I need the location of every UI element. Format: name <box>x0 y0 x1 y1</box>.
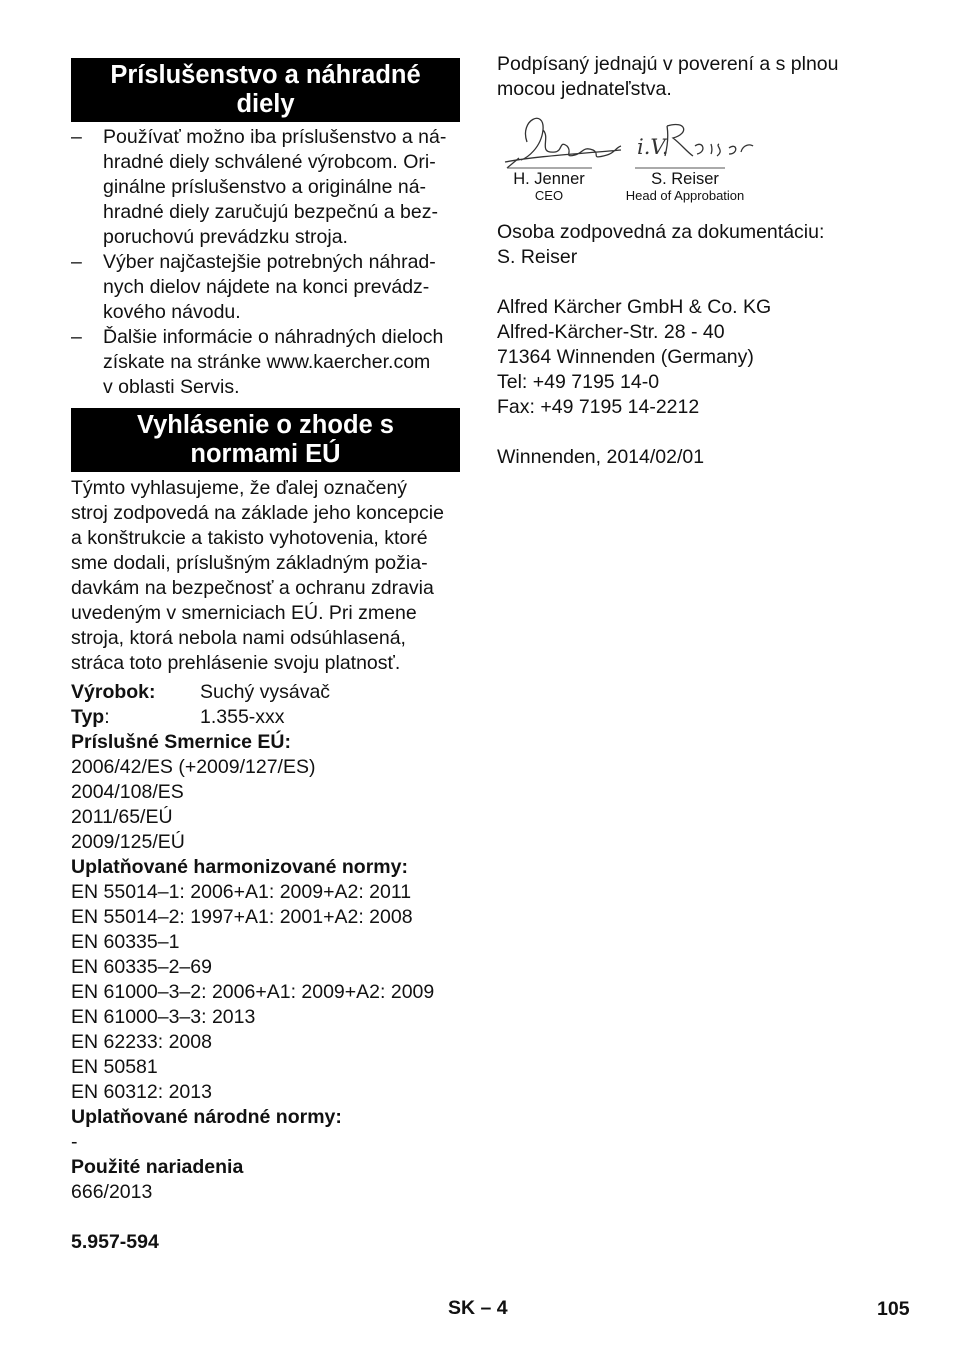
text-line: Podpísaný jednajú v poverení a s plnou <box>497 53 839 75</box>
product-details <box>71 680 461 1255</box>
national-label: Uplatňované národné normy: <box>71 1106 342 1128</box>
list-item <box>71 250 461 325</box>
text-line: poruchovú prevádzku stroja. <box>103 226 348 248</box>
standard-item: EN 61000–3–3: 2013 <box>71 1006 256 1028</box>
text-line: nych dielov nájdete na konci prevádz- <box>103 276 430 298</box>
type-colon: : <box>104 706 110 728</box>
text-line: Používať možno iba príslušenstvo a ná- <box>103 126 447 148</box>
list-item <box>71 325 461 400</box>
text-line: ginálne príslušenstvo a originálne ná- <box>103 176 427 198</box>
reiser-role: Head of Approbation <box>625 188 745 203</box>
text-line: v oblasti Servis. <box>103 376 240 398</box>
eu-declaration-heading <box>71 408 460 472</box>
page-number: 105 <box>877 1298 910 1320</box>
dash-bullet: – <box>71 251 82 273</box>
text-line: Týmto vyhlasujeme, že ďalej označený <box>71 477 408 499</box>
jenner-role: CEO <box>534 188 564 203</box>
type-value: 1.355-xxx <box>200 706 285 728</box>
jenner-signature <box>505 118 621 162</box>
directive-item: 2009/125/EÚ <box>71 831 185 853</box>
type-label: Typ <box>71 706 105 728</box>
standard-item: EN 55014–2: 1997+A1: 2001+A2: 2008 <box>71 906 413 928</box>
heading-line: Vyhlásenie o zhode s <box>137 411 394 439</box>
spacer <box>71 1205 461 1230</box>
signatures <box>497 110 897 220</box>
text-line: Ďalšie informácie o náhradných dieloch <box>103 326 444 348</box>
directive-item: 2006/42/ES (+2009/127/ES) <box>71 756 316 778</box>
reiser-name: S. Reiser <box>651 170 719 188</box>
jenner-block <box>507 170 591 204</box>
document-number: 5.957-594 <box>71 1231 159 1253</box>
address-line: Tel: +49 7195 14-0 <box>497 371 660 393</box>
text-line: a konštrukcie a takisto vyhotovenia, ktoré <box>71 527 428 549</box>
text-line: stráca toto prehlásenie svoju platnosť. <box>71 652 401 674</box>
text-line: mocou jednateľstva. <box>497 78 672 100</box>
type-label-wrap <box>71 705 200 730</box>
standard-item: EN 50581 <box>71 1056 158 1078</box>
documentation-responsible <box>497 220 897 270</box>
national-value: - <box>71 1131 78 1153</box>
regulations-label: Použité nariadenia <box>71 1156 244 1178</box>
product-label: Výrobok: <box>71 681 156 703</box>
text-line: stroj zodpovedá na základe jeho koncepcie <box>71 502 444 524</box>
right-column <box>497 52 897 470</box>
text-line: davkám na bezpečnosť a ochranu zdravia <box>71 577 434 599</box>
text-line: získate na stránke www.kaercher.com <box>103 351 431 373</box>
directive-item: 2011/65/EÚ <box>71 806 173 828</box>
standard-item: EN 60335–1 <box>71 931 180 953</box>
text-line: Osoba zodpovedná za dokumentáciu: <box>497 221 825 243</box>
address-line: Alfred-Kärcher-Str. 28 - 40 <box>497 321 725 343</box>
standard-item: EN 62233: 2008 <box>71 1031 212 1053</box>
text-line: sme dodali, príslušným základným požia- <box>71 552 428 574</box>
text-line: Výber najčastejšie potrebných náhrad- <box>103 251 436 273</box>
text-line: kového návodu. <box>103 301 241 323</box>
text-line: uvedeným v smerniciach EÚ. Pri zmene <box>71 602 417 624</box>
product-row <box>71 680 461 705</box>
accessories-heading <box>71 58 460 122</box>
reiser-block <box>621 170 749 204</box>
reiser-signature <box>665 125 753 156</box>
standard-item: EN 60312: 2013 <box>71 1081 212 1103</box>
directive-item: 2004/108/ES <box>71 781 184 803</box>
left-column <box>71 58 461 1255</box>
text-line: stroja, ktorá nebola nami odsúhlasená, <box>71 627 406 649</box>
footer-section-label: SK – 4 <box>448 1297 508 1319</box>
heading-line: Príslušenstvo a náhradné <box>110 61 421 89</box>
product-value: Suchý vysávač <box>200 681 331 703</box>
accessories-list <box>71 125 461 400</box>
standard-item: EN 61000–3–2: 2006+A1: 2009+A2: 2009 <box>71 981 435 1003</box>
dash-bullet: – <box>71 326 82 348</box>
standard-item: EN 55014–1: 2006+A1: 2009+A2: 2011 <box>71 881 412 903</box>
heading-line: normami EÚ <box>190 440 341 468</box>
company-address <box>497 295 897 420</box>
type-row <box>71 705 461 730</box>
reiser-prefix: i.V. <box>637 135 669 159</box>
dash-bullet: – <box>71 126 82 148</box>
place-date: Winnenden, 2014/02/01 <box>497 446 705 468</box>
jenner-signature-tick <box>507 158 519 168</box>
spacer <box>497 270 897 295</box>
declaration-intro <box>71 476 461 676</box>
spacer <box>497 420 897 445</box>
address-line: Alfred Kärcher GmbH & Co. KG <box>497 296 772 318</box>
text-line: hradné diely schválené výrobcom. Ori- <box>103 151 436 173</box>
text-line: hradné diely zaručujú bezpečnú a bez- <box>103 201 438 223</box>
regulations-value: 666/2013 <box>71 1181 153 1203</box>
address-line: Fax: +49 7195 14-2212 <box>497 396 700 418</box>
heading-line: diely <box>236 90 295 118</box>
address-line: 71364 Winnenden (Germany) <box>497 346 754 368</box>
list-item <box>71 125 461 250</box>
jenner-name: H. Jenner <box>513 170 585 188</box>
signed-statement <box>497 52 897 102</box>
standard-item: EN 60335–2–69 <box>71 956 212 978</box>
directives-label: Príslušné Smernice EÚ: <box>71 731 292 753</box>
text-line: S. Reiser <box>497 246 578 268</box>
harmonized-label: Uplatňované harmonizované normy: <box>71 856 408 878</box>
